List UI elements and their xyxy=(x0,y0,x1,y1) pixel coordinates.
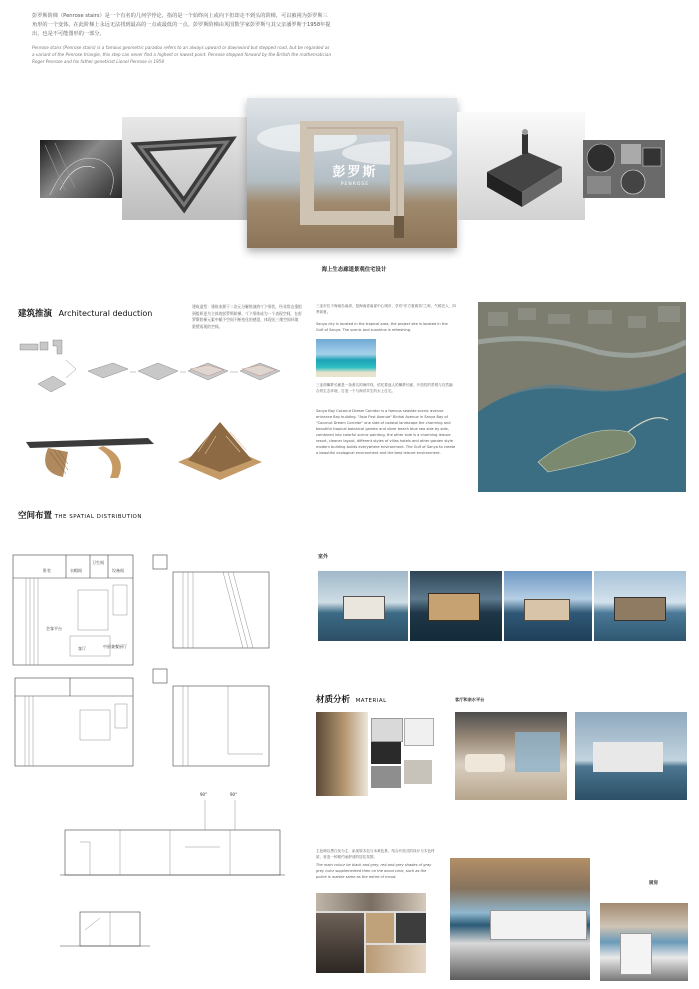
deduction-title-en: Architectural deduction xyxy=(58,309,153,318)
living-label: 客厅和亲水平台 xyxy=(455,697,485,702)
site-text-cn-2: 三亚湾椰梦长廊是一条著名的海岸线，依托着迷人的椰梦长廊，开放性的景观与自然融合的生态环境，打造一个与海洋共生的水上住宅。 xyxy=(316,383,453,393)
exterior-render-1 xyxy=(318,571,408,641)
room-terrace: 会客平台 xyxy=(46,626,62,631)
kitchen-label: 厨房 xyxy=(649,881,658,886)
material-swatch-1 xyxy=(371,718,403,742)
deduction-text: 建筑造型：建筑来源于二次元分解推演的"门"形状，经非常态重组到组织更为立体的彭罗斯阶梯，"门"形体成为一个表现空间，在彭罗斯阶梯元素中赋予空间不断变化的感觉，体现出三维空间环境重塑再现的空间。 xyxy=(192,304,302,329)
material-text-cn: 主色调以黑白灰为主，添加原木色与米黄色系，结合开放式的设计与木色材质，营造一种简约而舒适的居住氛围。 xyxy=(316,849,435,859)
table-model xyxy=(18,412,158,482)
hero-title-cn: 彭罗斯 xyxy=(332,165,378,180)
angle-label-1: 90° xyxy=(200,792,208,797)
deduction-title-cn: 建筑推演 xyxy=(18,309,53,319)
room-bathroom: 卫生间 xyxy=(92,560,104,565)
material-swatch-3 xyxy=(371,766,401,788)
material-title-cn: 材质分析 xyxy=(316,695,351,705)
hero-title-en: PENROSE xyxy=(340,182,370,187)
floor-plan-lower xyxy=(10,670,140,770)
penrose-triangle-sculpture xyxy=(122,117,248,220)
material-title-en: MATERIAL xyxy=(355,698,387,704)
material-swatch-2 xyxy=(371,742,401,764)
beach-photo xyxy=(316,339,376,377)
material-swatch-5 xyxy=(404,760,432,784)
deduction-title xyxy=(18,307,152,319)
room-living: 客厅 xyxy=(78,646,86,651)
material-collage xyxy=(316,893,426,973)
material-stair-photo xyxy=(316,712,368,796)
room-kitchen: 中厨兼餐厨厅 xyxy=(103,644,127,649)
room-bedroom: 卧室 xyxy=(43,568,51,573)
kitchen-render-large xyxy=(450,858,590,980)
aerial-site-map xyxy=(478,302,686,492)
section-drawing-small xyxy=(60,900,150,950)
spatial-title-cn: 空间布置 xyxy=(18,511,53,521)
kitchen-render-small xyxy=(600,903,688,981)
exterior-label: 室外 xyxy=(318,554,329,560)
hero-main-image xyxy=(247,98,457,248)
hero-subtitle: 海上生态廊道景观住宅设计 xyxy=(321,267,387,273)
spatial-title-en: THE SPATIAL DISTRIBUTION xyxy=(54,514,143,520)
material-swatch-4 xyxy=(404,718,434,746)
floor-plan-upper-right xyxy=(148,550,276,650)
site-text-cn-1: 三亚市位于海南岛南部，是海南省南部中心城市，享有"东方夏威夷"之称，气候宜人，四季如夏。 xyxy=(316,304,456,314)
terrace-render xyxy=(575,712,687,800)
living-room-render xyxy=(455,712,567,800)
intro-text-cn: 彭罗斯阶梯（Penrose stairs）是一个有名的几何学悖论，指的是一个始终向上或向下但却走不到头的阶梯，可以被视为彭罗斯三角形的一个变体。在此阶梯上永远无法找到最高的一点或最低的一点。彭罗斯阶梯由英国数学家彭罗斯与其父亲潘罗斯于1958年提出，也是不可能图形的一部分。 xyxy=(32,13,331,37)
spatial-title xyxy=(18,509,142,521)
pattern-collage xyxy=(583,140,665,198)
material-title xyxy=(316,693,387,705)
stair-block-model xyxy=(170,412,270,484)
spiral-stair-photo xyxy=(40,140,122,198)
section-drawing xyxy=(60,792,290,882)
exterior-render-4 xyxy=(594,571,686,641)
floor-plan-lower-right xyxy=(148,664,276,772)
exterior-render-3 xyxy=(504,571,592,641)
floor-plan-upper xyxy=(8,550,138,670)
exterior-render-2 xyxy=(410,571,502,641)
site-text-en-2: Sanya Bay Coconut Dream Corridor is a famous seaside scenic avenue entrance Bay building. "Asia First Avenue" Binhai Avenue in Sanya Bay of "Coconut Dream Corridor" one side of coastal landscape the charming and beautiful tropical botanical garden and silver beach blue sea side by side, combined into colorful scenic painting, the other side is a charming leisure resort, cleaner layout, different styles of villas hotels and other garden style modern building builds everywhere environment. The Gulf of Sanya to create a beautiful ecological environment and the best leisure environment. xyxy=(316,409,456,455)
intro-text-en: Penrose stairs (Penrose stairs) is a famous geometric paradox refers to an always upward or downward but stepped road, but be regarded as a variant of the Penrose triangle, this step can never find a highest or lowest point. Penrose stepped forward by the British the mathematician Roger Penrose and his father geneticist Lionel Penrose in 1958 xyxy=(32,45,332,64)
room-closet: 衣帽间 xyxy=(70,568,82,573)
angle-label-2: 90° xyxy=(230,792,238,797)
material-text-en: The main colour be black and grey, red and grey shades of gray grey color supplemented then on the wood color, such as the police is marble same as the entire of mood. xyxy=(316,863,432,879)
penrose-tower-model xyxy=(457,112,585,220)
site-text-en-1: Sanya city is located in the tropical area, the project site is located in the Gulf of Sanya. The scenic and sunshine is refreshing. xyxy=(316,322,448,332)
deduction-diagram xyxy=(18,336,308,406)
room-equipment: 设备间 xyxy=(112,568,124,573)
